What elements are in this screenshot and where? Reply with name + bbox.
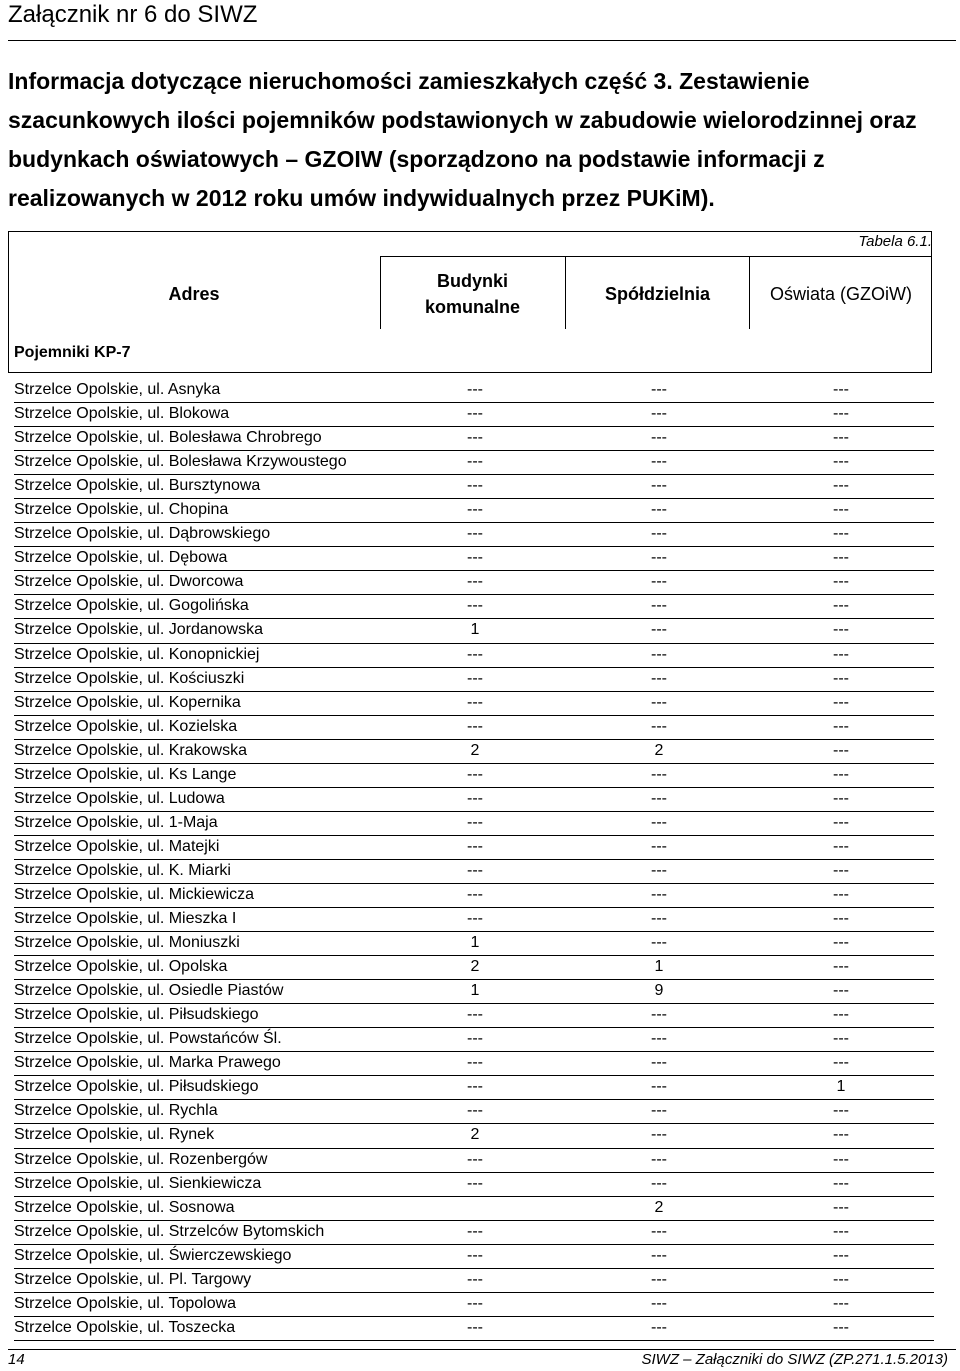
education-cell: --- bbox=[833, 813, 849, 831]
education-cell: --- bbox=[833, 910, 849, 928]
communal-cell: --- bbox=[467, 477, 483, 495]
address-cell: Strzelce Opolskie, ul. Chopina bbox=[14, 501, 229, 519]
communal-cell: --- bbox=[467, 789, 483, 807]
cooperative-cell: --- bbox=[651, 789, 667, 807]
table-row bbox=[14, 716, 934, 740]
education-cell: --- bbox=[833, 885, 849, 903]
table-row bbox=[14, 1076, 934, 1100]
communal-cell: --- bbox=[467, 525, 483, 543]
table-row bbox=[14, 692, 934, 716]
communal-cell: --- bbox=[467, 453, 483, 471]
table-row bbox=[14, 1028, 934, 1052]
communal-cell: --- bbox=[467, 501, 483, 519]
table-row bbox=[14, 932, 934, 956]
table-row bbox=[14, 764, 934, 788]
table-row bbox=[14, 619, 934, 643]
table-row bbox=[14, 1317, 934, 1341]
education-cell: --- bbox=[833, 525, 849, 543]
cooperative-cell: --- bbox=[651, 1054, 667, 1072]
education-cell: --- bbox=[833, 669, 849, 687]
address-cell: Strzelce Opolskie, ul. Bolesława Krzywoustego bbox=[14, 453, 347, 471]
communal-cell: --- bbox=[467, 693, 483, 711]
address-cell: Strzelce Opolskie, ul. Rynek bbox=[14, 1126, 215, 1144]
education-cell: --- bbox=[833, 453, 849, 471]
table-row bbox=[14, 1004, 934, 1028]
address-cell: Strzelce Opolskie, ul. Powstańców Śl. bbox=[14, 1030, 282, 1048]
cooperative-cell: --- bbox=[651, 453, 667, 471]
address-cell: Strzelce Opolskie, ul. Rychla bbox=[14, 1102, 218, 1120]
communal-cell: --- bbox=[467, 1294, 483, 1312]
address-cell: Strzelce Opolskie, ul. Krakowska bbox=[14, 741, 247, 759]
cooperative-cell: --- bbox=[651, 1030, 667, 1048]
table-row bbox=[14, 427, 934, 451]
communal-cell: --- bbox=[467, 765, 483, 783]
communal-cell: --- bbox=[467, 885, 483, 903]
communal-cell: --- bbox=[467, 549, 483, 567]
address-cell: Strzelce Opolskie, ul. Kozielska bbox=[14, 717, 238, 735]
address-cell: Strzelce Opolskie, ul. Matejki bbox=[14, 837, 220, 855]
address-cell: Strzelce Opolskie, ul. Ks Lange bbox=[14, 765, 237, 783]
communal-cell: --- bbox=[467, 1006, 483, 1024]
communal-cell: --- bbox=[467, 910, 483, 928]
cooperative-cell: --- bbox=[651, 813, 667, 831]
address-cell: Strzelce Opolskie, ul. Opolska bbox=[14, 958, 228, 976]
address-cell: Strzelce Opolskie, ul. Asnyka bbox=[14, 381, 221, 398]
education-cell: --- bbox=[833, 621, 849, 639]
address-cell: Strzelce Opolskie, ul. K. Miarki bbox=[14, 861, 231, 879]
cooperative-cell: --- bbox=[651, 477, 667, 495]
address-cell: Strzelce Opolskie, ul. Dębowa bbox=[14, 549, 228, 567]
table-row bbox=[14, 523, 934, 547]
table-row bbox=[14, 668, 934, 692]
communal-cell: --- bbox=[467, 597, 483, 615]
education-cell: --- bbox=[833, 934, 849, 952]
education-cell: --- bbox=[833, 1294, 849, 1312]
address-cell: Strzelce Opolskie, ul. Moniuszki bbox=[14, 934, 240, 952]
education-cell: --- bbox=[833, 1126, 849, 1144]
communal-cell: --- bbox=[467, 429, 483, 447]
table-row bbox=[14, 812, 934, 836]
education-cell: --- bbox=[833, 573, 849, 591]
communal-cell: --- bbox=[467, 1030, 483, 1048]
education-cell: --- bbox=[833, 789, 849, 807]
table-row bbox=[14, 1052, 934, 1076]
education-cell: --- bbox=[833, 429, 849, 447]
address-cell: Strzelce Opolskie, ul. Blokowa bbox=[14, 405, 230, 423]
cooperative-cell: --- bbox=[651, 885, 667, 903]
column-header-education: Oświata (GZOiW) bbox=[770, 284, 912, 304]
address-cell: Strzelce Opolskie, ul. Sosnowa bbox=[14, 1198, 235, 1216]
table-row bbox=[14, 1149, 934, 1173]
table-row bbox=[14, 836, 934, 860]
intro-paragraph: Informacja dotyczące nieruchomości zamieszkałych część 3. Zestawienie szacunkowych ilości pojemników podstawionych w zabudowie wielorodzinnej oraz budynkach oświatowych – GZOIW (sporządzono na podstawie informacji z realizowanych w 2012 roku umów indywidualnych przez PUKiM). bbox=[8, 68, 917, 211]
table-row bbox=[14, 1269, 934, 1293]
communal-cell: --- bbox=[467, 1222, 483, 1240]
address-cell: Strzelce Opolskie, ul. Ludowa bbox=[14, 789, 225, 807]
cooperative-cell: --- bbox=[651, 1246, 667, 1264]
cooperative-cell: --- bbox=[651, 1126, 667, 1144]
table-row bbox=[14, 1173, 934, 1197]
table-row bbox=[14, 1124, 934, 1148]
group-label: Pojemniki KP-7 bbox=[14, 344, 131, 361]
education-cell: --- bbox=[833, 837, 849, 855]
education-cell: --- bbox=[833, 693, 849, 711]
table-row bbox=[14, 860, 934, 884]
cooperative-cell: --- bbox=[651, 381, 667, 398]
communal-cell: --- bbox=[467, 1054, 483, 1072]
address-cell: Strzelce Opolskie, ul. Dąbrowskiego bbox=[14, 525, 271, 543]
cooperative-cell: --- bbox=[651, 1150, 667, 1168]
header-rule bbox=[380, 256, 932, 257]
address-cell: Strzelce Opolskie, ul. Marka Prawego bbox=[14, 1054, 281, 1072]
education-cell: --- bbox=[833, 549, 849, 567]
address-cell: Strzelce Opolskie, ul. Sienkiewicza bbox=[14, 1174, 262, 1192]
cooperative-cell: --- bbox=[651, 429, 667, 447]
education-cell: --- bbox=[833, 958, 849, 976]
cooperative-cell: 9 bbox=[654, 982, 664, 1000]
table-row bbox=[14, 499, 934, 523]
column-header-communal: Budynki komunalne bbox=[424, 271, 521, 317]
address-cell: Strzelce Opolskie, ul. Mieszka I bbox=[14, 910, 237, 928]
cooperative-cell: --- bbox=[651, 525, 667, 543]
communal-cell: --- bbox=[467, 1270, 483, 1288]
communal-cell: --- bbox=[467, 405, 483, 423]
table-row bbox=[14, 1245, 934, 1269]
cooperative-cell: --- bbox=[651, 1174, 667, 1192]
communal-cell: --- bbox=[467, 1318, 483, 1336]
footer-rule bbox=[8, 1349, 956, 1350]
address-cell: Strzelce Opolskie, ul. Jordanowska bbox=[14, 621, 263, 639]
address-cell: Strzelce Opolskie, ul. Dworcowa bbox=[14, 573, 244, 591]
address-cell: Strzelce Opolskie, ul. Gogolińska bbox=[14, 597, 249, 615]
education-cell: --- bbox=[833, 861, 849, 879]
education-cell: --- bbox=[833, 1102, 849, 1120]
table-caption: Tabela 6.1. bbox=[858, 233, 932, 250]
education-cell: --- bbox=[833, 477, 849, 495]
cooperative-cell: --- bbox=[651, 1006, 667, 1024]
address-cell: Strzelce Opolskie, ul. Piłsudskiego bbox=[14, 1006, 259, 1024]
communal-cell: --- bbox=[467, 1150, 483, 1168]
address-cell: Strzelce Opolskie, ul. Topolowa bbox=[14, 1294, 237, 1312]
cooperative-cell: --- bbox=[651, 837, 667, 855]
communal-cell: 1 bbox=[470, 934, 480, 952]
education-cell: --- bbox=[833, 381, 849, 398]
cooperative-cell: --- bbox=[651, 405, 667, 423]
column-header-address: Adres bbox=[168, 284, 220, 304]
cooperative-cell: --- bbox=[651, 645, 667, 663]
cooperative-cell: --- bbox=[651, 501, 667, 519]
cooperative-cell: --- bbox=[651, 1102, 667, 1120]
table-row bbox=[14, 547, 934, 571]
table-row bbox=[14, 644, 934, 668]
table-row bbox=[14, 956, 934, 980]
cooperative-cell: --- bbox=[651, 573, 667, 591]
table-row bbox=[14, 595, 934, 619]
communal-cell: --- bbox=[467, 573, 483, 591]
communal-cell: --- bbox=[467, 717, 483, 735]
communal-cell: 1 bbox=[470, 621, 480, 639]
address-cell: Strzelce Opolskie, ul. Osiedle Piastów bbox=[14, 982, 284, 1000]
table-row bbox=[14, 980, 934, 1004]
communal-cell: --- bbox=[467, 861, 483, 879]
education-cell: --- bbox=[833, 1150, 849, 1168]
education-cell: --- bbox=[833, 405, 849, 423]
education-cell: --- bbox=[833, 1222, 849, 1240]
address-cell: Strzelce Opolskie, ul. Piłsudskiego bbox=[14, 1078, 259, 1096]
column-divider bbox=[380, 256, 381, 329]
cooperative-cell: 2 bbox=[654, 1198, 664, 1216]
address-cell: Strzelce Opolskie, ul. Pl. Targowy bbox=[14, 1270, 252, 1288]
cooperative-cell: --- bbox=[651, 1078, 667, 1096]
table-row bbox=[14, 884, 934, 908]
communal-cell: --- bbox=[467, 1078, 483, 1096]
communal-cell: --- bbox=[467, 813, 483, 831]
education-cell: --- bbox=[833, 717, 849, 735]
address-cell: Strzelce Opolskie, ul. Toszecka bbox=[14, 1318, 236, 1336]
communal-cell: 2 bbox=[470, 958, 480, 976]
education-cell: --- bbox=[833, 765, 849, 783]
cooperative-cell: --- bbox=[651, 669, 667, 687]
address-cell: Strzelce Opolskie, ul. Kopernika bbox=[14, 693, 241, 711]
communal-cell: --- bbox=[467, 837, 483, 855]
education-cell: --- bbox=[833, 1030, 849, 1048]
cooperative-cell: --- bbox=[651, 1294, 667, 1312]
address-cell: Strzelce Opolskie, ul. Rozenbergów bbox=[14, 1150, 268, 1168]
education-cell: 1 bbox=[836, 1078, 846, 1096]
cooperative-cell: --- bbox=[651, 621, 667, 639]
education-cell: --- bbox=[833, 1174, 849, 1192]
address-cell: Strzelce Opolskie, ul. Bolesława Chrobrego bbox=[14, 429, 322, 447]
cooperative-cell: --- bbox=[651, 549, 667, 567]
table-row bbox=[14, 403, 934, 427]
communal-cell: 1 bbox=[470, 982, 480, 1000]
education-cell: --- bbox=[833, 645, 849, 663]
communal-cell: --- bbox=[467, 669, 483, 687]
table-row bbox=[14, 451, 934, 475]
table-row bbox=[14, 1197, 934, 1221]
table-row bbox=[14, 1221, 934, 1245]
communal-cell: --- bbox=[467, 1102, 483, 1120]
education-cell: --- bbox=[833, 1246, 849, 1264]
group-box bbox=[8, 329, 932, 373]
table-row bbox=[14, 1293, 934, 1317]
address-cell: Strzelce Opolskie, ul. 1-Maja bbox=[14, 813, 218, 831]
table-row bbox=[14, 788, 934, 812]
address-cell: Strzelce Opolskie, ul. Bursztynowa bbox=[14, 477, 261, 495]
document-title: Załącznik nr 6 do SIWZ bbox=[8, 1, 258, 28]
cooperative-cell: --- bbox=[651, 765, 667, 783]
communal-cell: 2 bbox=[470, 741, 480, 759]
address-cell: Strzelce Opolskie, ul. Mickiewicza bbox=[14, 885, 255, 903]
cooperative-cell: --- bbox=[651, 1222, 667, 1240]
title-rule bbox=[8, 40, 956, 41]
education-cell: --- bbox=[833, 1318, 849, 1336]
cooperative-cell: 2 bbox=[654, 741, 664, 759]
cooperative-cell: 1 bbox=[654, 958, 664, 976]
cooperative-cell: --- bbox=[651, 910, 667, 928]
education-cell: --- bbox=[833, 1054, 849, 1072]
education-cell: --- bbox=[833, 982, 849, 1000]
footer-text: SIWZ – Załączniki do SIWZ (ZP.271.1.5.2013) bbox=[641, 1351, 948, 1368]
communal-cell: 2 bbox=[470, 1126, 480, 1144]
table-row bbox=[14, 1100, 934, 1124]
page-number: 14 bbox=[8, 1351, 25, 1368]
cooperative-cell: --- bbox=[651, 597, 667, 615]
cooperative-cell: --- bbox=[651, 1318, 667, 1336]
cooperative-cell: --- bbox=[651, 934, 667, 952]
address-cell: Strzelce Opolskie, ul. Kościuszki bbox=[14, 669, 245, 687]
cooperative-cell: --- bbox=[651, 861, 667, 879]
education-cell: --- bbox=[833, 597, 849, 615]
table-row bbox=[14, 571, 934, 595]
table-row bbox=[14, 908, 934, 932]
communal-cell: --- bbox=[467, 381, 483, 398]
communal-cell: --- bbox=[467, 1174, 483, 1192]
address-cell: Strzelce Opolskie, ul. Konopnickiej bbox=[14, 645, 260, 663]
cooperative-cell: --- bbox=[651, 1270, 667, 1288]
education-cell: --- bbox=[833, 501, 849, 519]
table-body bbox=[14, 379, 934, 1341]
cooperative-cell: --- bbox=[651, 693, 667, 711]
communal-cell: --- bbox=[467, 1246, 483, 1264]
address-cell: Strzelce Opolskie, ul. Świerczewskiego bbox=[14, 1246, 292, 1264]
address-cell: Strzelce Opolskie, ul. Strzelców Bytomskich bbox=[14, 1222, 325, 1240]
communal-cell: --- bbox=[467, 645, 483, 663]
table-row bbox=[14, 475, 934, 499]
education-cell: --- bbox=[833, 1006, 849, 1024]
education-cell: --- bbox=[833, 741, 849, 759]
table-row bbox=[14, 740, 934, 764]
education-cell: --- bbox=[833, 1270, 849, 1288]
table-row bbox=[14, 379, 934, 403]
column-header-cooperative: Spółdzielnia bbox=[604, 284, 710, 304]
cooperative-cell: --- bbox=[651, 717, 667, 735]
education-cell: --- bbox=[833, 1198, 849, 1216]
